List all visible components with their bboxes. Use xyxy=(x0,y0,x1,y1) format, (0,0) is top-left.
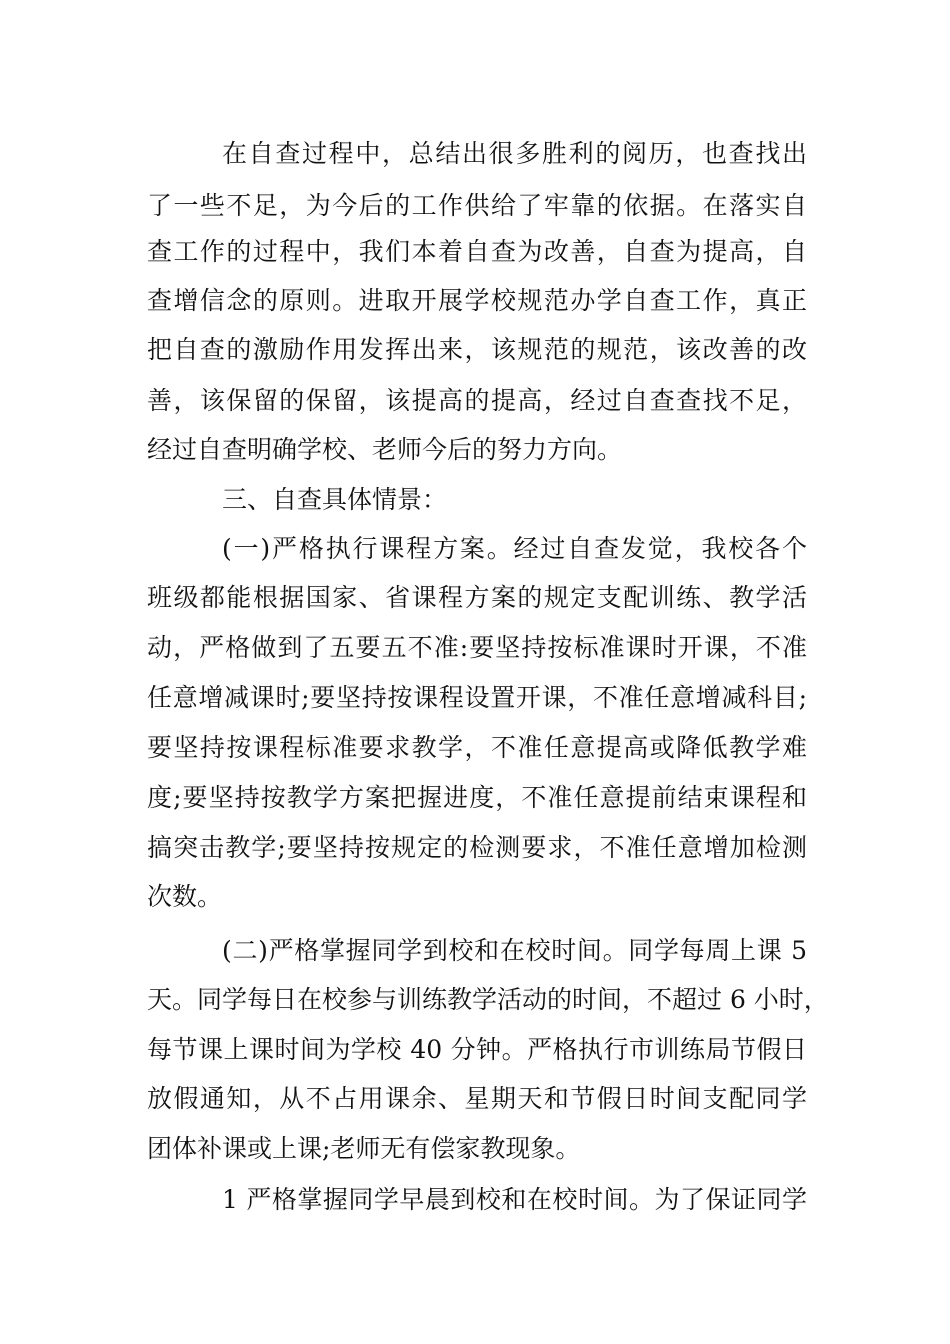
paragraph-line: 把自查的激励作用发挥出来，该规范的规范，该改善的改 xyxy=(147,335,807,364)
paragraph-line: 动，严格做到了五要五不准:要坚持按标准课时开课，不准 xyxy=(147,633,807,662)
paragraph-line: 团体补课或上课;老师无有偿家教现象。 xyxy=(147,1134,581,1163)
paragraph-line: 天。同学每日在校参与训练教学活动的时间，不超过 6 小时， xyxy=(147,985,829,1014)
paragraph-line: 善，该保留的保留，该提高的提高，经过自查查找不足， xyxy=(147,386,807,415)
paragraph-line: 查增信念的原则。进取开展学校规范办学自查工作，真正 xyxy=(147,286,807,315)
paragraph-line: 班级都能根据国家、省课程方案的规定支配训练、教学活 xyxy=(147,583,807,612)
paragraph-line: 在自查过程中，总结出很多胜利的阅历，也查找出 xyxy=(222,139,807,168)
paragraph-line: 1 严格掌握同学早晨到校和在校时间。为了保证同学 xyxy=(222,1185,807,1214)
paragraph-line: (二)严格掌握同学到校和在校时间。同学每周上课 5 xyxy=(222,936,807,965)
paragraph-line: 了一些不足，为今后的工作供给了牢靠的依据。在落实自 xyxy=(147,191,807,220)
paragraph-line: 任意增减课时;要坚持按课程设置开课，不准任意增减科目; xyxy=(147,683,807,712)
section-heading: 三、自查具体情景： xyxy=(222,485,448,514)
paragraph-line: (一)严格执行课程方案。经过自查发觉，我校各个 xyxy=(222,534,807,563)
paragraph-line: 经过自查明确学校、老师今后的努力方向。 xyxy=(147,435,623,464)
paragraph-line: 要坚持按课程标准要求教学，不准任意提高或降低教学难 xyxy=(147,733,807,762)
paragraph-line: 搞突击教学;要坚持按规定的检测要求，不准任意增加检测 xyxy=(147,833,807,862)
paragraph-line: 每节课上课时间为学校 40 分钟。严格执行市训练局节假日 xyxy=(147,1035,807,1064)
paragraph-line: 次数。 xyxy=(147,882,223,911)
paragraph-line: 放假通知，从不占用课余、星期天和节假日时间支配同学 xyxy=(147,1084,807,1113)
paragraph-line: 度;要坚持按教学方案把握进度，不准任意提前结束课程和 xyxy=(147,783,807,812)
paragraph-line: 查工作的过程中，我们本着自查为改善，自查为提高，自 xyxy=(147,237,807,266)
